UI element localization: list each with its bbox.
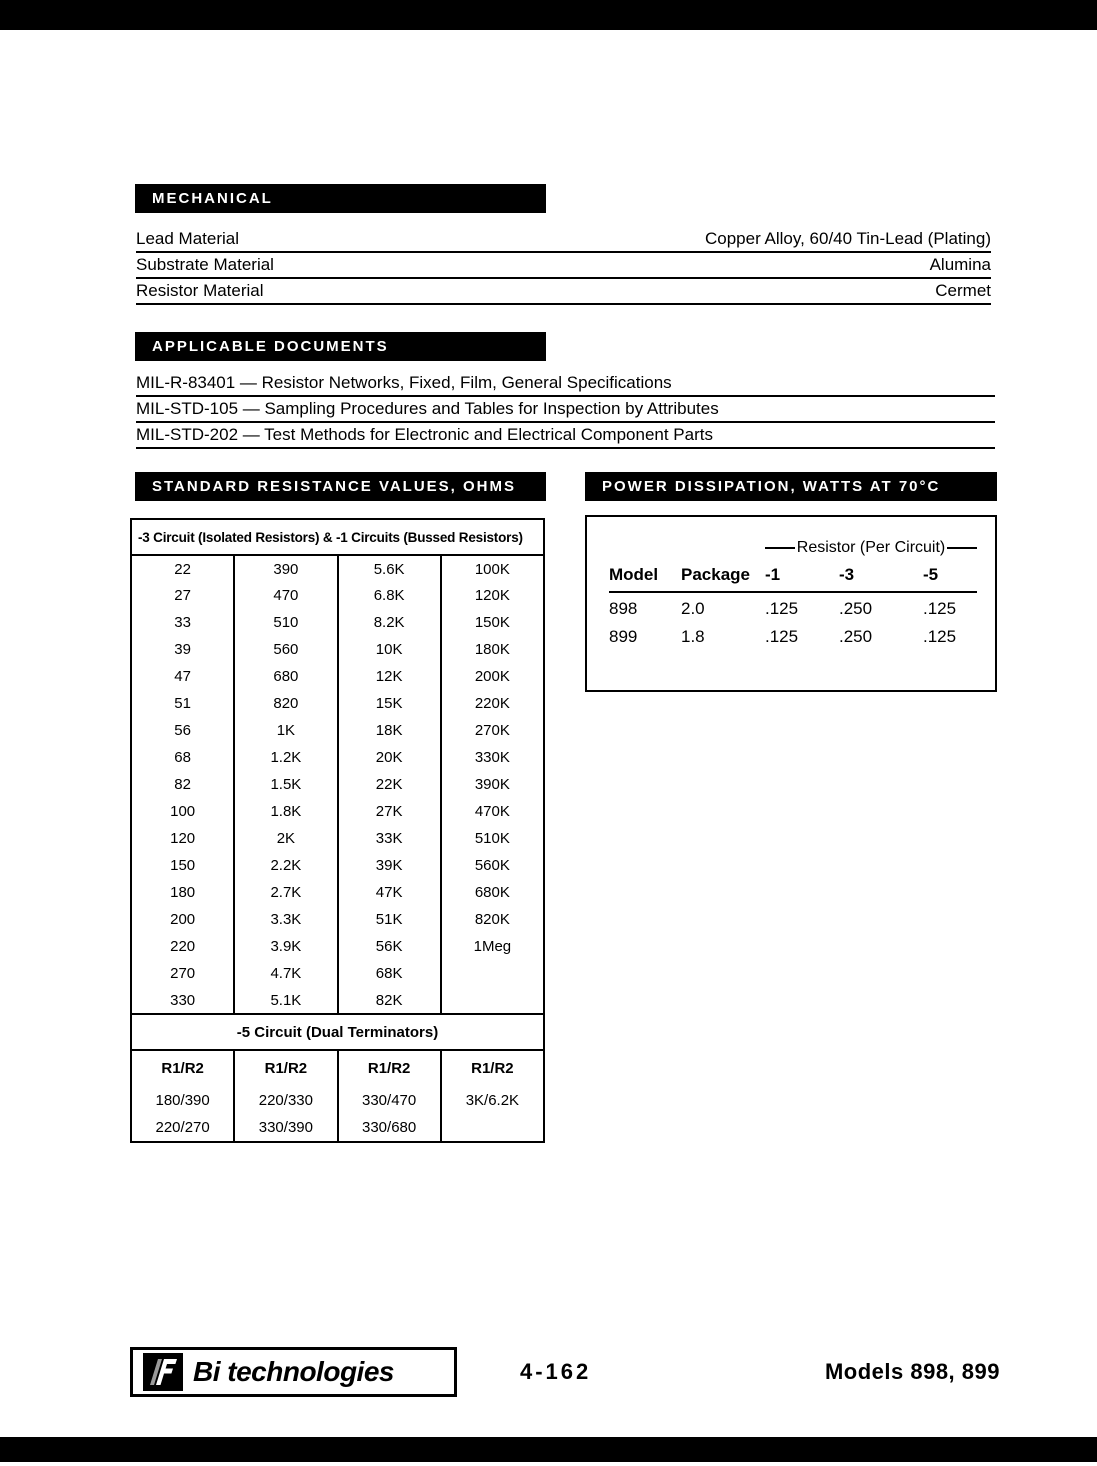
mechanical-title: MECHANICAL bbox=[152, 190, 273, 207]
spec-value: Cermet bbox=[935, 281, 991, 300]
resistance-value: 150K bbox=[441, 609, 544, 636]
applicable-documents-section-header bbox=[135, 332, 546, 361]
power-value: .125 bbox=[765, 599, 799, 618]
spec-label: Substrate Material bbox=[136, 255, 274, 274]
resistance-value: 56 bbox=[174, 722, 191, 739]
dual-value: 330/390 bbox=[234, 1114, 337, 1142]
resistance-value: 27K bbox=[338, 798, 441, 825]
resistance-value: 180K bbox=[441, 636, 544, 663]
resistance-value: 3.9K bbox=[234, 933, 337, 960]
resistance-row bbox=[131, 744, 544, 771]
dual-column-header-row bbox=[131, 1050, 544, 1086]
resistance-value: 470 bbox=[234, 582, 337, 609]
resistance-value: 2.2K bbox=[234, 852, 337, 879]
resistance-value: 200K bbox=[441, 663, 544, 690]
power-col-header: Model bbox=[609, 563, 681, 592]
resistance-row bbox=[131, 879, 544, 906]
resistance-value: 68K bbox=[338, 960, 441, 987]
resistance-value: 100K bbox=[441, 555, 544, 582]
dual-value: 220/330 bbox=[234, 1086, 337, 1114]
power-value: 1.8 bbox=[681, 627, 705, 646]
resistance-value: 820K bbox=[441, 906, 544, 933]
power-value: .125 bbox=[765, 627, 799, 646]
resistance-value: 2K bbox=[234, 825, 337, 852]
resistor-per-circuit-label: Resistor (Per Circuit) bbox=[796, 539, 946, 556]
resistance-value: 6.8K bbox=[338, 582, 441, 609]
resistance-row bbox=[131, 960, 544, 987]
dual-value: 3K/6.2K bbox=[441, 1086, 544, 1114]
dual-col-header: R1/R2 bbox=[161, 1060, 204, 1077]
resistance-row bbox=[131, 555, 544, 582]
resistance-value: 510K bbox=[441, 825, 544, 852]
resistance-value: 1.2K bbox=[234, 744, 337, 771]
resistance-value: 15K bbox=[338, 690, 441, 717]
spec-row bbox=[136, 227, 991, 253]
dual-row bbox=[131, 1086, 544, 1114]
resistor-per-circuit-row bbox=[609, 533, 977, 563]
resistance-value: 1K bbox=[234, 717, 337, 744]
bottom-black-bar bbox=[0, 1437, 1097, 1462]
resistance-value: 51K bbox=[338, 906, 441, 933]
resistance-value: 330 bbox=[170, 991, 196, 1009]
resistance-value: 8.2K bbox=[338, 609, 441, 636]
resistance-value: 4.7K bbox=[234, 960, 337, 987]
power-value: 2.0 bbox=[681, 599, 705, 618]
resistance-value: 2.7K bbox=[234, 879, 337, 906]
dual-value: 330/680 bbox=[338, 1114, 441, 1142]
resistance-value: 100 bbox=[170, 803, 196, 820]
resistance-value: 220 bbox=[170, 938, 196, 955]
resistance-row bbox=[131, 663, 544, 690]
resistance-row bbox=[131, 798, 544, 825]
power-dissipation-box bbox=[585, 515, 997, 692]
logo-box bbox=[130, 1347, 457, 1397]
resistance-value bbox=[441, 960, 544, 987]
applicable-documents-title: APPLICABLE DOCUMENTS bbox=[152, 338, 389, 355]
resistance-row bbox=[131, 933, 544, 960]
resistance-value: 820 bbox=[234, 690, 337, 717]
resistance-value: 10K bbox=[338, 636, 441, 663]
resistance-value: 150 bbox=[170, 857, 196, 874]
resistance-value: 51 bbox=[174, 695, 191, 712]
resistance-value: 470K bbox=[441, 798, 544, 825]
resistance-value: 68 bbox=[174, 749, 191, 766]
bi-logo-icon bbox=[143, 1353, 183, 1391]
dual-terminators-header bbox=[131, 1014, 544, 1050]
resistance-value: 47K bbox=[338, 879, 441, 906]
resistance-value: 5.1K bbox=[234, 987, 337, 1014]
resistance-value: 120 bbox=[170, 830, 196, 847]
dual-col-header: R1/R2 bbox=[338, 1050, 441, 1086]
resistance-value: 330K bbox=[441, 744, 544, 771]
resistor-per-circuit-header bbox=[765, 539, 977, 557]
power-col-header: -3 bbox=[839, 563, 923, 592]
resistance-row bbox=[131, 609, 544, 636]
power-table-header-row bbox=[609, 563, 977, 592]
spec-value: Alumina bbox=[929, 255, 991, 274]
power-dissipation-title: POWER DISSIPATION, WATTS AT 70°C bbox=[602, 478, 941, 495]
resistance-values-section-header bbox=[135, 472, 546, 501]
dash-line-left bbox=[765, 547, 795, 549]
dash-line-right bbox=[947, 547, 977, 549]
power-value: .125 bbox=[923, 627, 957, 646]
dual-terminators-header-text: -5 Circuit (Dual Terminators) bbox=[131, 1014, 544, 1050]
power-dissipation-section-header bbox=[585, 472, 997, 501]
power-col-header: -1 bbox=[765, 563, 839, 592]
dual-value: 220/270 bbox=[155, 1119, 210, 1136]
resistance-value: 180 bbox=[170, 884, 196, 901]
resistance-value: 390K bbox=[441, 771, 544, 798]
resistance-row bbox=[131, 717, 544, 744]
dual-col-header: R1/R2 bbox=[441, 1050, 544, 1086]
resistance-values-title: STANDARD RESISTANCE VALUES, OHMS bbox=[152, 478, 517, 495]
resistance-value: 1.5K bbox=[234, 771, 337, 798]
resistance-value: 1.8K bbox=[234, 798, 337, 825]
mechanical-spec-table bbox=[136, 227, 991, 305]
resistance-table-header-text: -3 Circuit (Isolated Resistors) & -1 Circuits (Bussed Resistors) bbox=[131, 519, 544, 555]
resistance-row bbox=[131, 636, 544, 663]
models-label: Models 898, 899 bbox=[824, 1359, 1000, 1384]
power-row bbox=[609, 592, 977, 621]
resistance-row bbox=[131, 690, 544, 717]
brand-text: Bi technologies bbox=[193, 1356, 394, 1387]
power-col-header: -5 bbox=[923, 563, 977, 592]
resistance-value: 82K bbox=[338, 987, 441, 1014]
power-value: .250 bbox=[839, 627, 873, 646]
resistance-value: 18K bbox=[338, 717, 441, 744]
resistance-value: 39 bbox=[174, 641, 191, 658]
resistance-value: 5.6K bbox=[338, 555, 441, 582]
resistance-value: 22K bbox=[338, 771, 441, 798]
resistance-value: 270K bbox=[441, 717, 544, 744]
spec-row bbox=[136, 279, 991, 305]
resistance-row bbox=[131, 771, 544, 798]
resistance-value: 27 bbox=[174, 587, 191, 604]
spec-label: Lead Material bbox=[136, 229, 240, 248]
resistance-value: 680 bbox=[234, 663, 337, 690]
document-item: MIL-R-83401 — Resistor Networks, Fixed, Film, General Specifications bbox=[136, 371, 995, 397]
resistance-table-header bbox=[131, 519, 544, 555]
resistance-row bbox=[131, 852, 544, 879]
resistance-value: 1Meg bbox=[441, 933, 544, 960]
resistance-values-table bbox=[130, 518, 545, 1143]
resistance-value: 270 bbox=[170, 965, 196, 982]
resistance-value: 12K bbox=[338, 663, 441, 690]
document-item: MIL-STD-202 — Test Methods for Electronic and Electrical Component Parts bbox=[136, 423, 995, 449]
resistance-value: 39K bbox=[338, 852, 441, 879]
resistance-value: 82 bbox=[174, 776, 191, 793]
resistance-row bbox=[131, 987, 544, 1014]
dual-value bbox=[441, 1114, 544, 1142]
resistance-value: 56K bbox=[338, 933, 441, 960]
resistance-value bbox=[441, 987, 544, 1014]
resistance-value: 510 bbox=[234, 609, 337, 636]
dual-row bbox=[131, 1114, 544, 1142]
document-item: MIL-STD-105 — Sampling Procedures and Tables for Inspection by Attributes bbox=[136, 397, 995, 423]
power-value: .250 bbox=[839, 599, 873, 618]
top-black-bar bbox=[0, 0, 1097, 30]
power-col-header: Package bbox=[681, 563, 765, 592]
resistance-value: 3.3K bbox=[234, 906, 337, 933]
resistance-value: 560K bbox=[441, 852, 544, 879]
spec-value: Copper Alloy, 60/40 Tin-Lead (Plating) bbox=[704, 229, 991, 248]
page-number: 4-162 bbox=[520, 1359, 592, 1384]
resistance-value: 33 bbox=[174, 614, 191, 631]
power-dissipation-table bbox=[609, 533, 977, 649]
power-value: 899 bbox=[609, 627, 638, 646]
dual-col-header: R1/R2 bbox=[234, 1050, 337, 1086]
dual-value: 180/390 bbox=[155, 1091, 210, 1109]
resistance-value: 47 bbox=[174, 668, 191, 685]
power-row bbox=[609, 621, 977, 649]
resistance-value: 560 bbox=[234, 636, 337, 663]
power-value: .125 bbox=[923, 599, 957, 618]
resistance-row bbox=[131, 825, 544, 852]
mechanical-section-header bbox=[135, 184, 546, 213]
dual-value: 330/470 bbox=[338, 1086, 441, 1114]
resistance-value: 220K bbox=[441, 690, 544, 717]
resistance-row bbox=[131, 906, 544, 933]
spec-label: Resistor Material bbox=[136, 281, 264, 300]
resistance-value: 200 bbox=[170, 911, 196, 928]
resistance-value: 390 bbox=[234, 555, 337, 582]
applicable-documents-list bbox=[136, 371, 995, 449]
resistance-value: 20K bbox=[338, 744, 441, 771]
resistance-value: 120K bbox=[441, 582, 544, 609]
resistance-value: 680K bbox=[441, 879, 544, 906]
spec-row bbox=[136, 253, 991, 279]
resistance-value: 33K bbox=[338, 825, 441, 852]
power-value: 898 bbox=[609, 599, 638, 618]
resistance-value: 22 bbox=[174, 560, 191, 578]
resistance-row bbox=[131, 582, 544, 609]
